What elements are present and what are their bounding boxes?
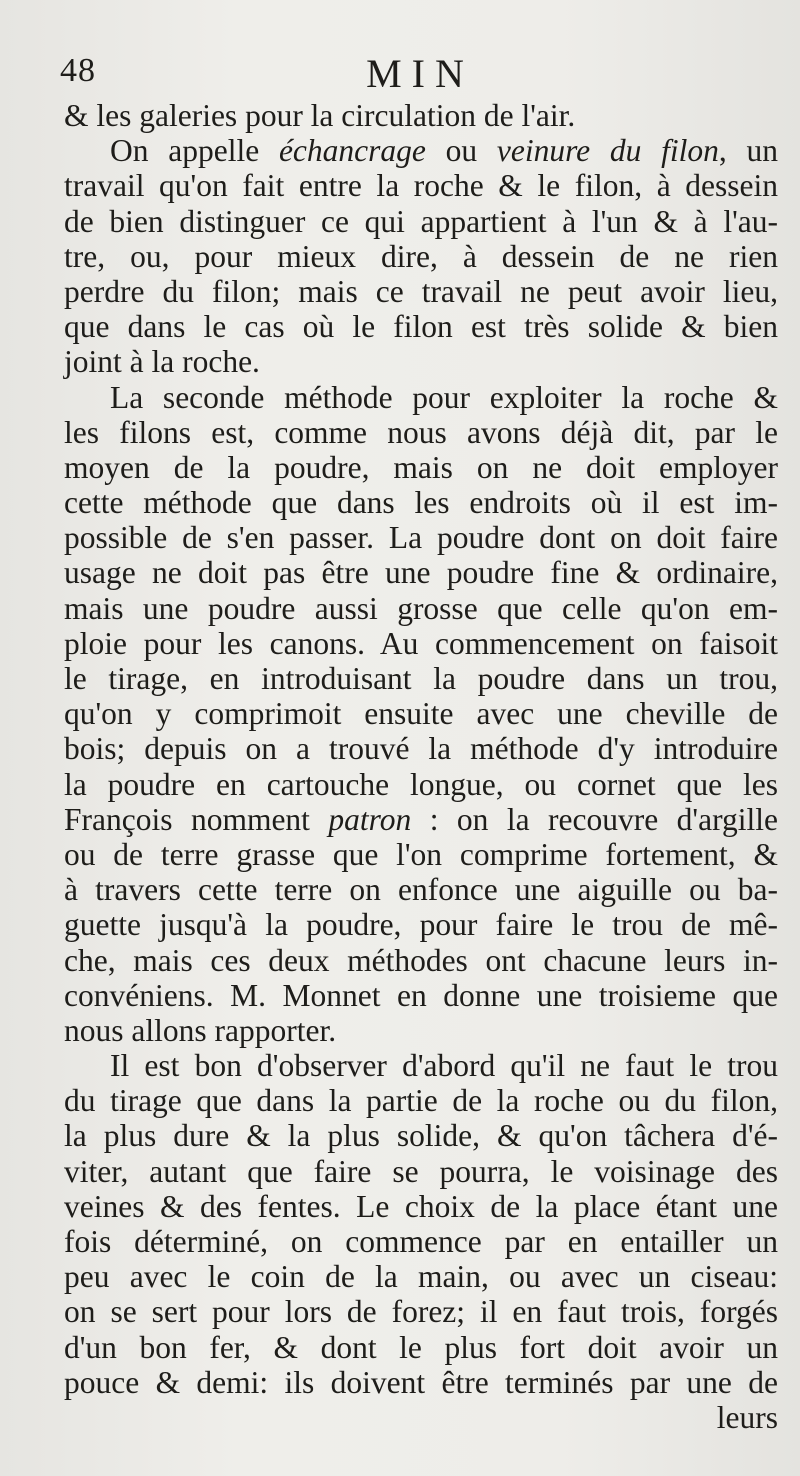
text-line: Il est bon d'observer d'abord qu'il ne faut le trou — [110, 1048, 778, 1084]
text-line: la poudre en cartouche longue, ou cornet que les — [64, 766, 778, 802]
text-line: à travers cette terre on enfonce une aiguille ou ba- — [64, 872, 778, 908]
catchword: leurs — [716, 1399, 778, 1435]
text-line: on se sert pour lors de forez; il en faut trois, forgés — [64, 1294, 778, 1330]
paragraph — [64, 98, 778, 133]
running-head: MIN — [366, 51, 474, 96]
text-line: On appelle échancrage ou veinure du filon, un — [110, 133, 779, 169]
text-line: François nomment patron : on la recouvre d'argille — [64, 801, 778, 837]
text-line: viter, autant que faire se pourra, le voisinage des — [64, 1153, 778, 1189]
text-line: la plus dure & la plus solide, & qu'on tâchera d'é- — [64, 1118, 778, 1154]
body-text — [64, 98, 778, 1435]
text-line: pouce & demi: ils doivent être terminés par une de — [64, 1364, 778, 1400]
text-line: qu'on y comprimoit ensuite avec une cheville de — [64, 696, 778, 732]
text-line: fois déterminé, on commence par en entailler un — [64, 1224, 778, 1259]
text-line: guette jusqu'à la poudre, pour faire le trou de mê- — [64, 907, 778, 943]
text-line: tre, ou, pour mieux dire, à dessein de ne rien — [64, 238, 778, 274]
text-line: mais une poudre aussi grosse que celle qu'on em- — [64, 590, 778, 626]
text-line: & les galeries pour la circulation de l'air. — [64, 98, 576, 133]
text-line: perdre du filon; mais ce travail ne peut avoir lieu, — [64, 273, 778, 309]
text-line: usage ne doit pas être une poudre fine & ordinaire, — [64, 555, 778, 591]
text-line: nous allons rapporter. — [64, 1012, 337, 1048]
text-line: ploie pour les canons. Au commencement on faisoit — [64, 625, 778, 661]
text-line: les filons est, comme nous avons déjà dit, par le — [64, 414, 778, 450]
page-number: 48 — [60, 52, 96, 89]
text-line: moyen de la poudre, mais on ne doit employer — [64, 449, 778, 485]
text-line: travail qu'on fait entre la roche & le filon, à dessein — [64, 168, 778, 204]
text-line: le tirage, en introduisant la poudre dans un trou, — [64, 661, 778, 696]
text-line: bois; depuis on a trouvé la méthode d'y introduire — [64, 731, 778, 767]
text-line: La seconde méthode pour exploiter la roche & — [110, 379, 778, 415]
text-line: veines & des fentes. Le choix de la place étant une — [64, 1188, 778, 1224]
text-line: peu avec le coin de la main, ou avec un ciseau: — [64, 1259, 778, 1295]
text-line: possible de s'en passer. La poudre dont on doit faire — [64, 520, 778, 556]
paragraph — [64, 133, 778, 379]
text-line: che, mais ces deux méthodes ont chacune leurs in- — [64, 942, 778, 978]
paragraph — [64, 1048, 778, 1400]
text-line: joint à la roche. — [64, 344, 260, 380]
text-line: cette méthode que dans les endroits où il est im- — [64, 485, 778, 521]
text-line: que dans le cas où le filon est très solide & bien — [64, 309, 778, 345]
page-header — [60, 50, 780, 100]
text-line: du tirage que dans la partie de la roche ou du filon, — [64, 1083, 778, 1119]
text-line: de bien distinguer ce qui appartient à l'un & à l'au- — [64, 203, 778, 239]
paragraph — [64, 380, 778, 1049]
text-line: d'un bon fer, & dont le plus fort doit avoir un — [64, 1329, 778, 1365]
text-line: ou de terre grasse que l'on comprime fortement, & — [64, 836, 778, 872]
text-line: convéniens. M. Monnet en donne une troisieme que — [64, 977, 778, 1013]
